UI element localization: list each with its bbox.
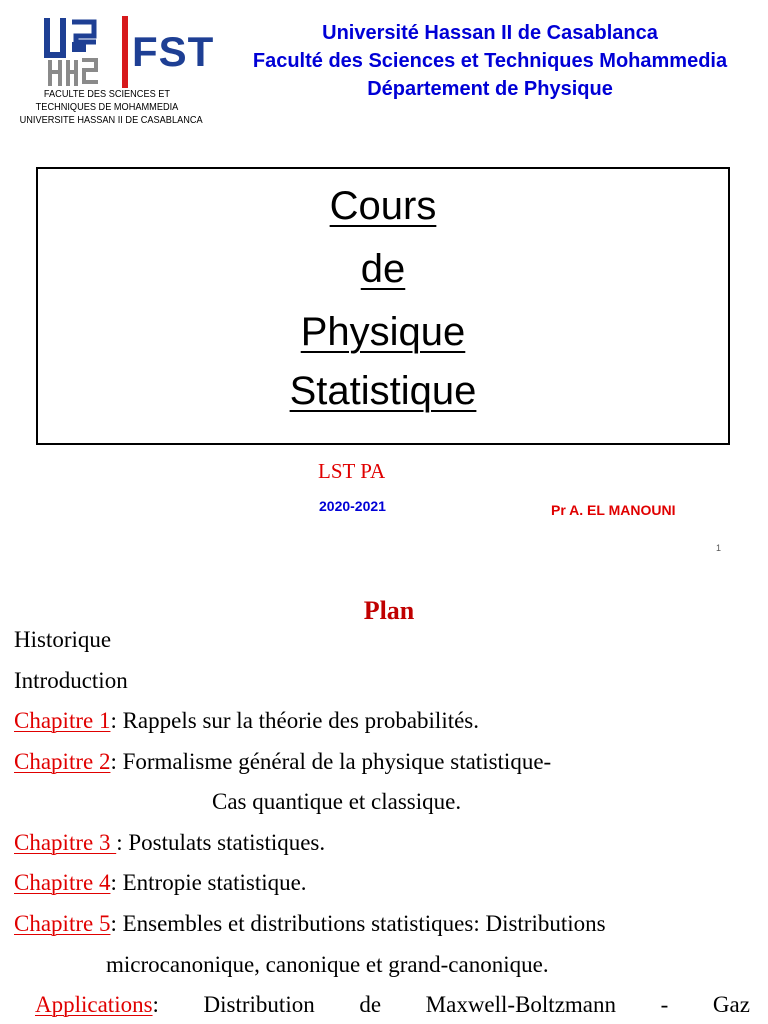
faculty-name: Faculté des Sciences et Techniques Mohammedia [252,50,728,72]
academic-year: 2020-2021 [319,498,386,514]
plan-item-chapter-2 [14,747,551,777]
chapter-link[interactable]: Chapitre 2 [14,749,111,774]
title-word: Cours [329,184,437,228]
chapter-separator: : [116,830,129,855]
plan-item-chapter-1 [14,706,479,736]
chapter-separator: : [110,708,123,733]
title-line [38,245,728,293]
program-label: LST PA [318,459,386,483]
course-title-box [36,167,730,445]
plan-item-chapter-4 [14,868,307,898]
chapter-continuation: microcanonique, canonique et grand-canonique. [106,952,549,977]
chapter-link[interactable]: Chapitre 4 [14,870,111,895]
plan-item-chapter-3 [14,828,325,858]
logo-caption-line: TECHNIQUES DE MOHAMMEDIA [35,102,179,113]
department-name: Département de Physique [367,78,613,100]
author-name: Pr A. EL MANOUNI [551,502,676,518]
logo-fst-text: FST [132,28,215,75]
plan-item-chapter-5 [14,909,606,939]
applications-group [35,990,159,1020]
logo-caption-line: UNIVERSITE HASSAN II DE CASABLANCA [19,115,203,126]
applications-word: Maxwell-Boltzmann [425,992,617,1017]
chapter-title: Formalisme général de la physique statistique- [122,749,552,774]
applications-word: de [359,992,382,1017]
logo-caption [19,88,203,127]
title-line [38,182,728,230]
chapter-link[interactable]: Chapitre 5 [14,911,111,936]
applications-word: : [152,992,159,1017]
chapter-link[interactable]: Chapitre 1 [14,708,111,733]
applications-word: - [660,992,669,1017]
applications-word: Distribution [203,992,315,1017]
plan-item-historique: Historique [14,627,112,652]
chapter-continuation: Cas quantique et classique. [212,789,462,814]
title-word: de [360,247,406,291]
page-number: 1 [716,543,722,553]
chapter-title: Ensembles et distributions statistiques: Distributions [122,911,606,936]
chapter-title: Rappels sur la théorie des probabilités. [122,708,480,733]
applications-link[interactable]: Applications [35,992,153,1017]
chapter-separator: : [110,870,123,895]
uh2-logo-icon [42,14,102,90]
applications-word: Gaz [712,992,750,1017]
logo-caption-line: FACULTE DES SCIENCES ET [43,89,171,100]
chapter-title: Postulats statistiques. [128,830,326,855]
logo-red-bar [122,16,128,88]
title-line [38,308,728,356]
plan-item-introduction: Introduction [14,668,128,693]
plan-item-applications [35,990,750,1020]
institution-header [210,19,768,103]
title-word: Statistique [289,369,477,413]
chapter-title: Entropie statistique. [122,870,307,895]
title-line [38,367,728,415]
chapter-separator: : [110,749,123,774]
university-name: Université Hassan II de Casablanca [322,22,658,44]
plan-heading: Plan [363,596,415,625]
chapter-separator: : [110,911,123,936]
chapter-link[interactable]: Chapitre 3 [14,830,117,855]
faculty-logo [12,12,215,140]
title-word: Physique [300,310,466,354]
